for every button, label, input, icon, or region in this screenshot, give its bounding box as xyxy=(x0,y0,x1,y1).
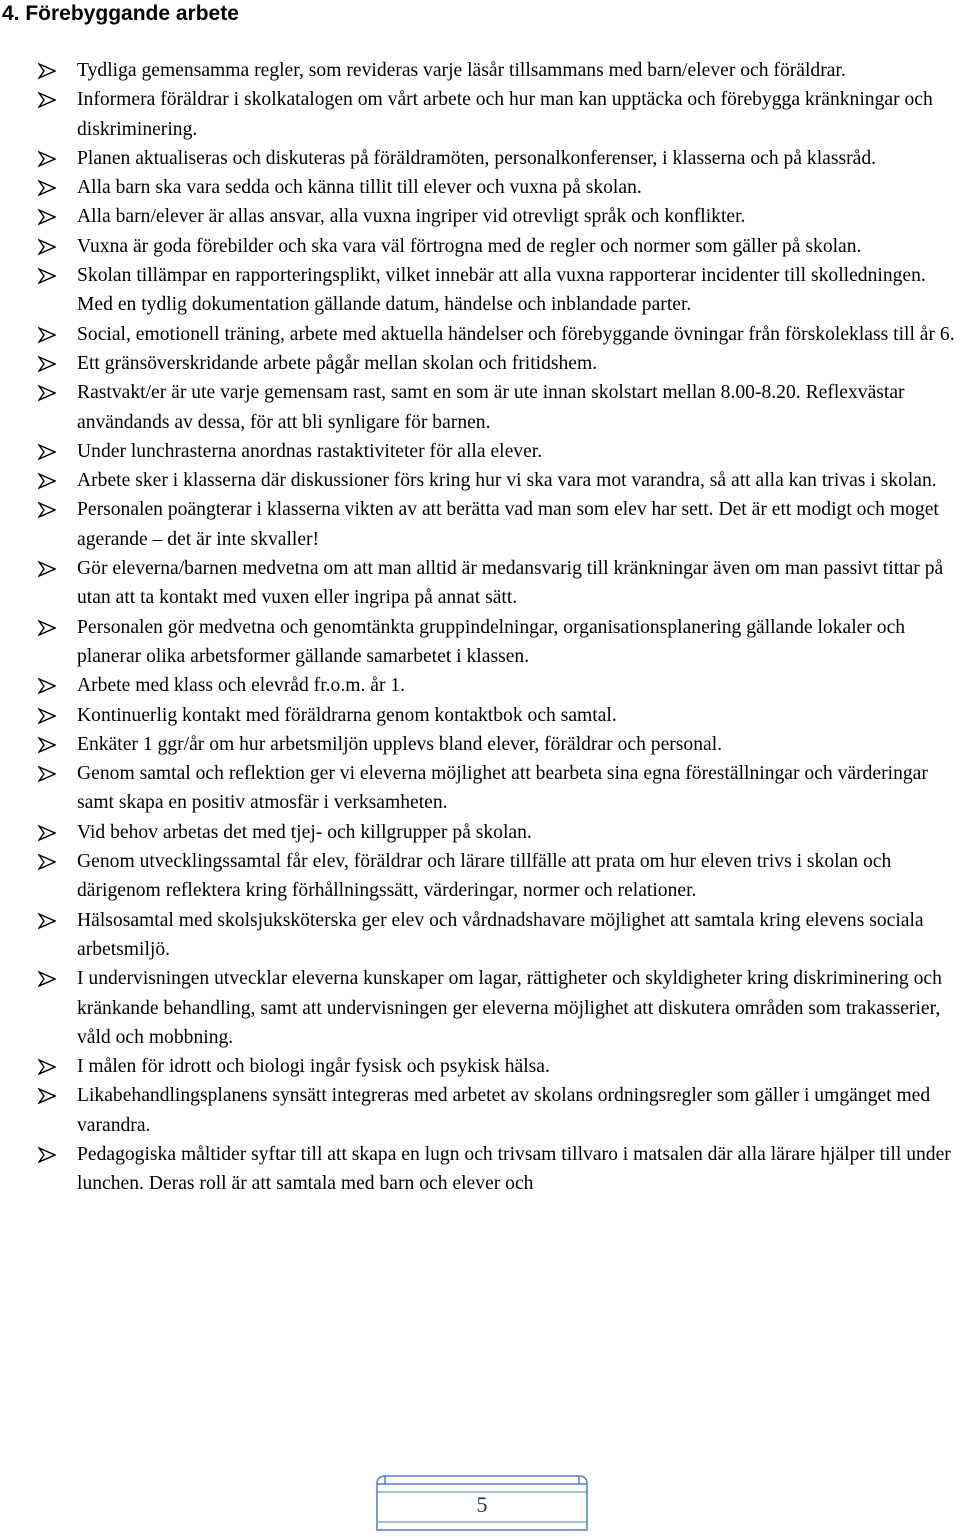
list-item xyxy=(0,964,960,1052)
list-item xyxy=(0,232,960,261)
list-item-text: Alla barn/elever är allas ansvar, alla vuxna ingriper vid otrevligt språk och konflikter. xyxy=(77,206,746,228)
arrowhead-bullet-icon xyxy=(38,1147,56,1163)
page-footer xyxy=(0,1470,960,1537)
list-item xyxy=(0,320,960,349)
arrowhead-bullet-icon xyxy=(38,239,56,255)
list-item-text: Personalen gör medvetna och genomtänkta gruppindelningar, organisationsplanering gällande lokaler och planerar olika arbetsformer gällande samarbetet i klassen. xyxy=(77,616,906,667)
list-item-text: Pedagogiska måltider syftar till att skapa en lugn och trivsam tillvaro i matsalen där alla lärare hjälper till under lunchen. Deras roll är att samtala med barn och elever och xyxy=(77,1143,951,1195)
arrowhead-bullet-icon xyxy=(38,766,56,782)
list-item-text: Planen aktualiseras och diskuteras på föräldramöten, personalkonferenser, i klasserna och på klassråd. xyxy=(77,147,877,169)
arrowhead-bullet-icon xyxy=(38,825,56,841)
arrowhead-bullet-icon xyxy=(38,1088,56,1104)
list-item-text: Ett gränsöverskridande arbete pågår mellan skolan och fritidshem. xyxy=(77,352,598,374)
list-item xyxy=(0,495,960,554)
list-item xyxy=(0,671,960,700)
list-item xyxy=(0,906,960,965)
section-heading: 4. Förebyggande arbete xyxy=(2,2,239,25)
list-item-text: Genom utvecklingssamtal får elev, föräldrar och lärare tillfälle att prata om hur eleven trivs i skolan och därigenom reflektera kring förhållningssätt, värderingar, normer och relationer. xyxy=(77,851,892,902)
arrowhead-bullet-icon xyxy=(38,913,56,929)
list-item-text: Alla barn ska vara sedda och känna tillit till elever och vuxna på skolan. xyxy=(77,177,642,199)
list-item xyxy=(0,1052,960,1081)
arrowhead-bullet-icon xyxy=(38,1059,56,1075)
list-item-text: Kontinuerlig kontakt med föräldrarna genom kontaktbok och samtal. xyxy=(77,704,617,726)
arrowhead-bullet-icon xyxy=(38,180,56,196)
list-item xyxy=(0,759,960,818)
arrowhead-bullet-icon xyxy=(38,502,56,518)
list-item-text: Genom samtal och reflektion ger vi eleverna möjlighet att bearbeta sina egna föreställningar och värderingar samt skapa en positiv atmosfär i verksamheten. xyxy=(77,763,928,814)
list-item-text: Informera föräldrar i skolkatalogen om vårt arbete och hur man kan upptäcka och förebygga kränkningar och diskriminering. xyxy=(77,89,933,140)
list-item xyxy=(0,554,960,613)
arrowhead-bullet-icon xyxy=(38,209,56,225)
list-item-text: Arbete med klass och elevråd fr.o.m. år 1. xyxy=(77,675,406,697)
bullet-list xyxy=(0,56,960,1199)
list-item-text: Social, emotionell träning, arbete med aktuella händelser och förebyggande övningar från förskoleklass till år 6. xyxy=(77,323,955,345)
arrowhead-bullet-icon xyxy=(38,327,56,343)
list-item xyxy=(0,56,960,85)
list-item xyxy=(0,378,960,437)
arrowhead-bullet-icon xyxy=(38,708,56,724)
list-item xyxy=(0,85,960,144)
list-item xyxy=(0,466,960,495)
arrowhead-bullet-icon xyxy=(38,356,56,372)
arrowhead-bullet-icon xyxy=(38,444,56,460)
arrowhead-bullet-icon xyxy=(38,620,56,636)
arrowhead-bullet-icon xyxy=(38,63,56,79)
arrowhead-bullet-icon xyxy=(38,268,56,284)
list-item-text: Rastvakt/er är ute varje gemensam rast, samt en som är ute innan skolstart mellan 8.00-8.20. Reflexvästar användands av dessa, för att bli synligare för barnen. xyxy=(77,382,905,433)
list-item-text: Vuxna är goda förebilder och ska vara väl förtrogna med de regler och normer som gäller på skolan. xyxy=(77,235,862,257)
arrowhead-bullet-icon xyxy=(38,385,56,401)
list-item xyxy=(0,349,960,378)
list-item-text: Enkäter 1 ggr/år om hur arbetsmiljön upplevs bland elever, föräldrar och personal. xyxy=(77,733,723,755)
list-item-text: Tydliga gemensamma regler, som revideras varje läsår tillsammans med barn/elever och föräldrar. xyxy=(77,60,846,81)
arrowhead-bullet-icon xyxy=(38,151,56,167)
list-item xyxy=(0,818,960,847)
list-item xyxy=(0,261,960,320)
list-item xyxy=(0,202,960,231)
arrowhead-bullet-icon xyxy=(38,92,56,108)
list-item-text: Vid behov arbetas det med tjej- och killgrupper på skolan. xyxy=(77,821,532,843)
list-item xyxy=(0,437,960,466)
list-item-text: I målen för idrott och biologi ingår fysisk och psykisk hälsa. xyxy=(77,1056,550,1078)
list-item xyxy=(0,730,960,759)
list-item-text: Gör eleverna/barnen medvetna om att man alltid är medansvarig till kränkningar även om man passivt tittar på utan att ta kontakt med vuxen eller ingripa på annat sätt. xyxy=(77,558,944,609)
arrowhead-bullet-icon xyxy=(38,473,56,489)
list-item-text: Likabehandlingsplanens synsätt integreras med arbetet av skolans ordningsregler som gäller i umgänget med varandra. xyxy=(77,1085,931,1136)
list-item xyxy=(0,847,960,906)
arrowhead-bullet-icon xyxy=(38,854,56,870)
arrowhead-bullet-icon xyxy=(38,971,56,987)
list-item-text: I undervisningen utvecklar eleverna kunskaper om lagar, rättigheter och skyldigheter kring diskriminering och kränkande behandling, samt att undervisningen ger eleverna möjlighet att diskutera områden som trakasserier, våld och mobbning. xyxy=(77,968,942,1048)
arrowhead-bullet-icon xyxy=(38,737,56,753)
list-item-text: Personalen poängterar i klasserna vikten av att berätta vad man som elev har sett. Det är ett modigt och moget agerande – det är inte skvaller! xyxy=(77,499,939,550)
list-item xyxy=(0,1140,960,1199)
list-item xyxy=(0,144,960,173)
arrowhead-bullet-icon xyxy=(38,678,56,694)
page-number: 5 xyxy=(476,1492,488,1517)
arrowhead-bullet-icon xyxy=(38,561,56,577)
list-item xyxy=(0,613,960,672)
list-item xyxy=(0,173,960,202)
list-item xyxy=(0,701,960,730)
list-item-text: Arbete sker i klasserna där diskussioner förs kring hur vi ska vara mot varandra, så att alla kan trivas i skolan. xyxy=(77,470,937,492)
list-item-text: Hälsosamtal med skolsjuksköterska ger elev och vårdnadshavare möjlighet att samtala kring elevens sociala arbetsmiljö. xyxy=(77,909,924,960)
list-item xyxy=(0,1081,960,1140)
list-item-text: Skolan tillämpar en rapporteringsplikt, vilket innebär att alla vuxna rapporterar incidenter till skolledningen. Med en tydlig dokumentation gällande datum, händelse och inblandade parter. xyxy=(77,265,926,316)
list-item-text: Under lunchrasterna anordnas rastaktiviteter för alla elever. xyxy=(77,440,543,462)
